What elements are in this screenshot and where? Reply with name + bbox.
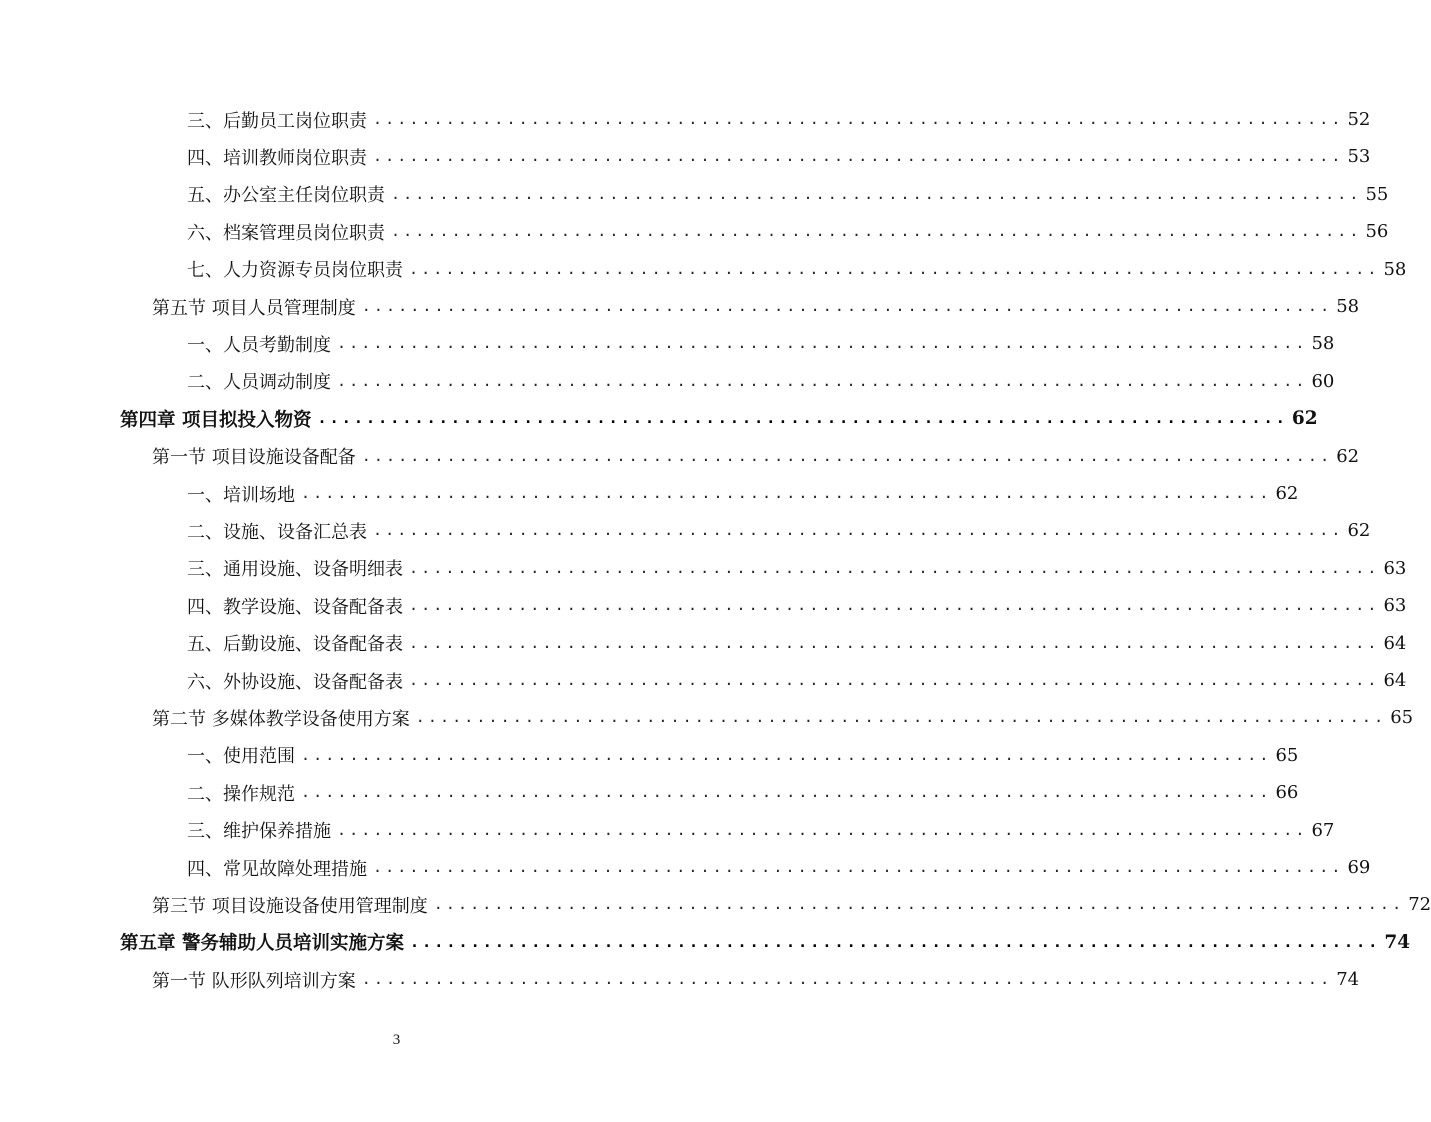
toc-entry-label: 六、档案管理员岗位职责 bbox=[187, 222, 385, 244]
toc-entry-label: 第四章 项目拟投入物资 bbox=[120, 409, 312, 431]
toc-subsection-entry[interactable] bbox=[187, 325, 1335, 362]
toc-entry-page: 62 bbox=[1347, 520, 1371, 542]
toc-entry-label: 六、外协设施、设备配备表 bbox=[187, 671, 403, 693]
toc-subsection-entry[interactable] bbox=[187, 812, 1335, 849]
toc-subsection-entry[interactable] bbox=[187, 138, 1371, 175]
toc-entry-page: 58 bbox=[1336, 296, 1360, 317]
toc-entry-page: 56 bbox=[1365, 221, 1389, 243]
toc-section-entry[interactable] bbox=[152, 886, 1431, 923]
toc-leader-dots: ................................................................................ bbox=[301, 783, 1272, 802]
toc-entry-label: 一、人员考勤制度 bbox=[187, 334, 331, 356]
toc-subsection-entry[interactable] bbox=[187, 625, 1407, 662]
toc-leader-dots: ................................................................................ bbox=[361, 970, 1333, 989]
toc-entry-label: 三、通用设施、设备明细表 bbox=[187, 559, 403, 581]
toc-subsection-entry[interactable] bbox=[187, 101, 1371, 138]
toc-subsection-entry[interactable] bbox=[187, 587, 1407, 624]
toc-leader-dots: ................................................................................ bbox=[337, 820, 1308, 839]
toc-chapter-entry[interactable] bbox=[120, 400, 1318, 437]
toc-subsection-entry[interactable] bbox=[187, 475, 1299, 512]
page-number: 3 bbox=[392, 1032, 401, 1048]
toc-leader-dots: ................................................................................ bbox=[433, 895, 1405, 914]
toc-section-entry[interactable] bbox=[152, 288, 1360, 325]
toc-leader-dots: ................................................................................ bbox=[361, 446, 1333, 465]
toc-entry-page: 74 bbox=[1384, 931, 1411, 953]
toc-entry-label: 四、教学设施、设备配备表 bbox=[187, 596, 403, 618]
toc-entry-label: 一、培训场地 bbox=[187, 484, 295, 506]
toc-entry-page: 62 bbox=[1291, 408, 1318, 430]
toc-entry-page: 65 bbox=[1275, 744, 1299, 766]
toc-leader-dots: ................................................................................ bbox=[409, 259, 1380, 278]
toc-entry-page: 63 bbox=[1383, 557, 1407, 579]
toc-subsection-entry[interactable] bbox=[187, 512, 1371, 549]
toc-entry-label: 第一节 项目设施设备配备 bbox=[152, 447, 356, 469]
toc-leader-dots: ................................................................................ bbox=[409, 596, 1380, 615]
toc-leader-dots: ................................................................................ bbox=[373, 110, 1344, 128]
toc-entry-label: 五、后勤设施、设备配备表 bbox=[187, 634, 403, 656]
toc-entry-page: 53 bbox=[1347, 146, 1371, 168]
toc-entry-page: 64 bbox=[1383, 632, 1407, 654]
toc-entry-label: 第五节 项目人员管理制度 bbox=[152, 297, 356, 319]
toc-entry-label: 二、操作规范 bbox=[187, 783, 295, 805]
toc-leader-dots: ................................................................................ bbox=[317, 409, 1288, 428]
toc-subsection-entry[interactable] bbox=[187, 363, 1335, 400]
toc-entry-label: 三、后勤员工岗位职责 bbox=[187, 110, 367, 132]
toc-entry-label: 二、设施、设备汇总表 bbox=[187, 521, 367, 543]
toc-leader-dots: ................................................................................ bbox=[361, 297, 1333, 315]
toc-subsection-entry[interactable] bbox=[187, 662, 1407, 699]
toc-subsection-entry[interactable] bbox=[187, 737, 1299, 774]
toc-subsection-entry[interactable] bbox=[187, 774, 1299, 811]
toc-section-entry[interactable] bbox=[152, 961, 1360, 998]
toc-leader-dots: ................................................................................ bbox=[373, 858, 1344, 876]
toc-leader-dots: ................................................................................ bbox=[391, 222, 1362, 241]
toc-entry-label: 一、使用范围 bbox=[187, 746, 295, 768]
toc-leader-dots: ................................................................................ bbox=[391, 184, 1362, 203]
toc-subsection-entry[interactable] bbox=[187, 251, 1407, 288]
toc-entry-page: 60 bbox=[1311, 370, 1335, 392]
toc-entry-page: 67 bbox=[1311, 819, 1335, 841]
toc-entry-label: 七、人力资源专员岗位职责 bbox=[187, 260, 403, 282]
toc-entry-page: 63 bbox=[1383, 595, 1407, 617]
toc-entry-label: 第二节 多媒体教学设备使用方案 bbox=[152, 708, 410, 730]
toc-entry-label: 第三节 项目设施设备使用管理制度 bbox=[152, 895, 428, 917]
toc-entry-page: 55 bbox=[1365, 183, 1389, 205]
toc-section-entry[interactable] bbox=[152, 438, 1360, 475]
toc-entry-page: 62 bbox=[1336, 445, 1360, 467]
toc-subsection-entry[interactable] bbox=[187, 550, 1407, 587]
toc-leader-dots: ................................................................................ bbox=[415, 708, 1387, 727]
toc-entry-page: 52 bbox=[1347, 109, 1371, 130]
toc-chapter-entry[interactable] bbox=[120, 924, 1411, 961]
toc-leader-dots: ................................................................................ bbox=[301, 484, 1272, 502]
toc-entry-page: 58 bbox=[1311, 333, 1335, 355]
toc-leader-dots: ................................................................................ bbox=[373, 147, 1344, 166]
toc-entry-page: 66 bbox=[1275, 782, 1299, 804]
toc-entry-label: 第五章 警务辅助人员培训实施方案 bbox=[120, 933, 404, 955]
toc-entry-label: 四、常见故障处理措施 bbox=[187, 858, 367, 880]
toc-leader-dots: ................................................................................ bbox=[409, 558, 1380, 577]
toc-leader-dots: ................................................................................ bbox=[337, 334, 1308, 353]
toc-entry-label: 二、人员调动制度 bbox=[187, 372, 331, 394]
toc-entry-page: 64 bbox=[1383, 670, 1407, 691]
toc-leader-dots: ................................................................................ bbox=[337, 371, 1308, 390]
toc-entry-page: 74 bbox=[1336, 969, 1360, 991]
toc-entry-page: 72 bbox=[1408, 894, 1431, 916]
toc-entry-label: 三、维护保养措施 bbox=[187, 821, 331, 843]
toc-leader-dots: ................................................................................ bbox=[373, 521, 1344, 540]
toc-leader-dots: ................................................................................ bbox=[409, 671, 1380, 689]
toc-entry-label: 五、办公室主任岗位职责 bbox=[187, 185, 385, 207]
toc-section-entry[interactable] bbox=[152, 699, 1414, 736]
toc-leader-dots: ................................................................................ bbox=[409, 932, 1381, 951]
toc-entry-page: 62 bbox=[1275, 483, 1299, 504]
toc-entry-page: 65 bbox=[1390, 707, 1414, 729]
toc-subsection-entry[interactable] bbox=[187, 176, 1389, 213]
toc-subsection-entry[interactable] bbox=[187, 213, 1389, 250]
toc-subsection-entry[interactable] bbox=[187, 849, 1371, 886]
toc-leader-dots: ................................................................................ bbox=[409, 633, 1380, 652]
toc-entry-label: 四、培训教师岗位职责 bbox=[187, 147, 367, 169]
toc-entry-label: 第一节 队形队列培训方案 bbox=[152, 970, 356, 992]
toc-entry-page: 58 bbox=[1383, 258, 1407, 280]
toc-entry-page: 69 bbox=[1347, 857, 1371, 878]
toc-leader-dots: ................................................................................ bbox=[301, 745, 1272, 764]
